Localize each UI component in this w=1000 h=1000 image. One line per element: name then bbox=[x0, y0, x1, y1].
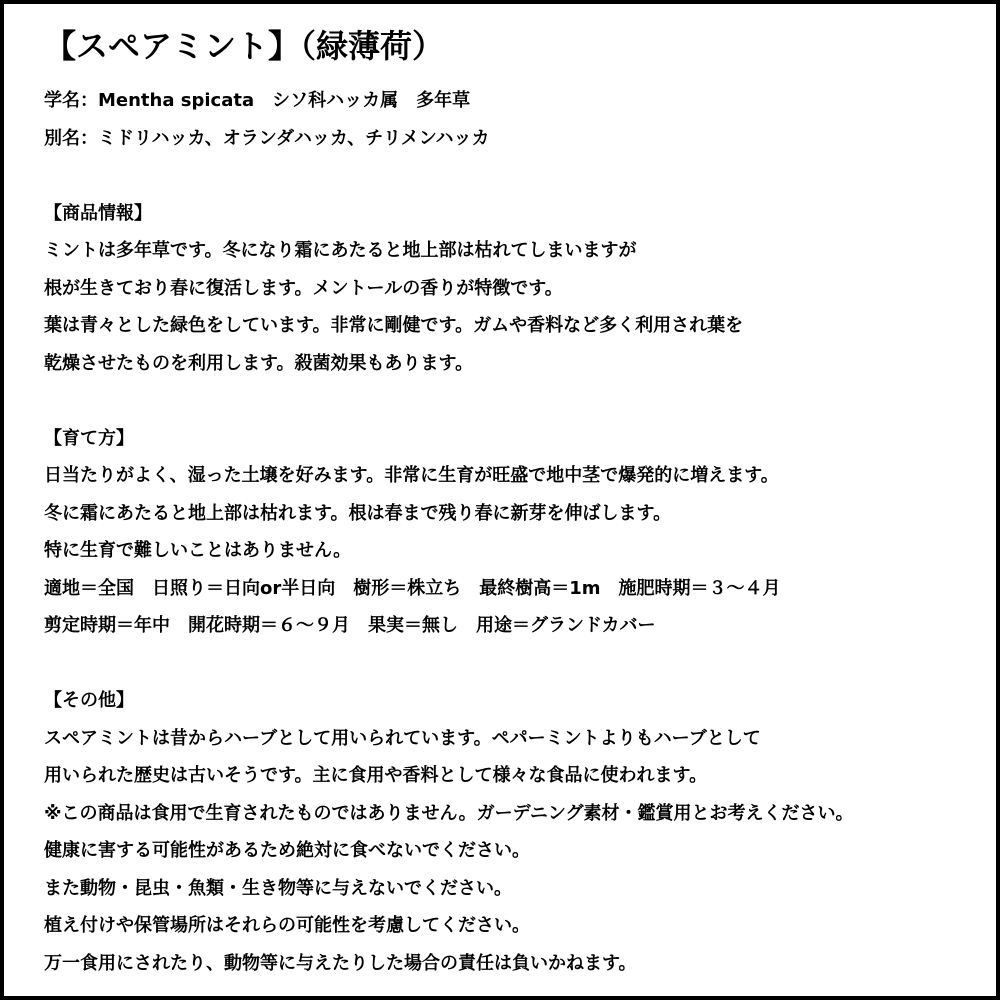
section-heading: 【その他】 bbox=[44, 690, 134, 711]
section-how-to-grow bbox=[44, 420, 984, 645]
page-title: 【スペアミント】（緑薄荷） bbox=[44, 27, 445, 65]
alias-line: 別名：ミドリハッカ、オランダハッカ、チリメンハッカ bbox=[44, 127, 490, 149]
spec-line: 適地＝全国 日照り＝日向or半日向 樹形＝株立ち 最終樹高＝1m 施肥時期＝３～４月 bbox=[44, 577, 781, 599]
paragraph-line: ミントは多年草です。冬になり霜にあたると地上部は枯れてしまいますが bbox=[44, 240, 637, 261]
spacer bbox=[44, 382, 984, 420]
section-product-info bbox=[44, 195, 984, 383]
spacer bbox=[44, 645, 984, 683]
notice-line: また動物・昆虫・魚類・生き物等に与えないでください。 bbox=[44, 877, 512, 899]
section-heading: 【育て方】 bbox=[44, 427, 134, 449]
notice-line: 植え付けや保管場所はそれらの可能性を考慮してください。 bbox=[44, 915, 530, 936]
notice-line: 健康に害する可能性があるため絶対に食べないでください。 bbox=[44, 840, 530, 861]
paragraph-line: 特に生育で難しいことはありません。 bbox=[44, 540, 352, 561]
paragraph-line: 乾燥させたものを利用します。殺菌効果もあります。 bbox=[44, 352, 474, 374]
scientific-name-line: 学名：Mentha spicata シソ科ハッカ属 多年草 bbox=[44, 90, 471, 111]
paragraph-line: スペアミントは昔からハーブとして用いられています。ペパーミントよりもハーブとして bbox=[44, 727, 761, 749]
paragraph-line: 日当たりがよく、湿った土壌を好みます。非常に生育が旺盛で地中茎で爆発的に増えます。 bbox=[44, 465, 779, 486]
spacer bbox=[44, 157, 984, 195]
section-heading: 【商品情報】 bbox=[44, 202, 152, 224]
document-body bbox=[44, 24, 984, 982]
paragraph-line: 冬に霜にあたると地上部は枯れます。根は春まで残り春に新芽を伸ばします。 bbox=[44, 502, 672, 524]
paragraph-line: 用いられた歴史は古いそうです。主に食用や香料として様々な食品に使われます。 bbox=[44, 765, 708, 786]
spec-line: 剪定時期＝年中 開花時期＝６～９月 果実＝無し 用途＝グランドカバー bbox=[44, 615, 656, 636]
section-other bbox=[44, 682, 984, 982]
notice-line: 万一食用にされたり、動物等に与えたりした場合の責任は負いかねます。 bbox=[44, 952, 637, 974]
notice-line: ※この商品は食用で生育されたものではありません。ガーデニング素材・鑑賞用とお考えください。 bbox=[44, 802, 854, 824]
paragraph-line: 葉は青々とした緑色をしています。非常に剛健です。ガムや香料など多く利用され葉を bbox=[44, 315, 744, 336]
paragraph-line: 根が生きており春に復活します。メントールの香りが特徴です。 bbox=[44, 277, 563, 299]
